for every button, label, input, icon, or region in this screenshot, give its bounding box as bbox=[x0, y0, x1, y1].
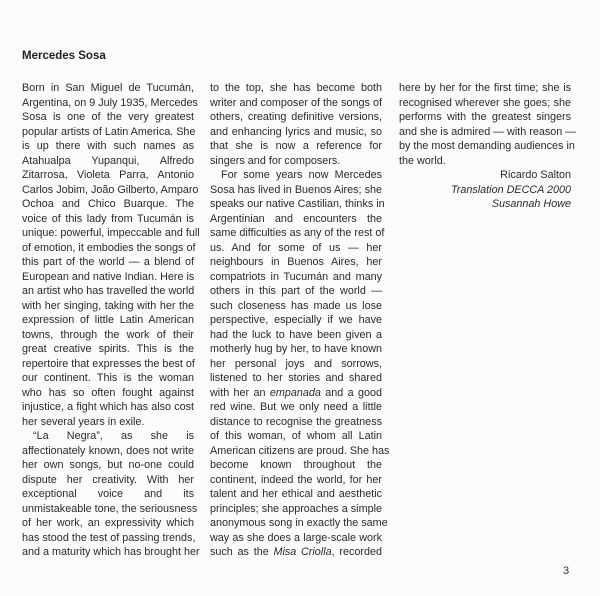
text-segment: , recorded bbox=[331, 546, 382, 558]
text-line bbox=[22, 371, 194, 386]
text-segment: her several years in exile. bbox=[22, 415, 145, 428]
text-line bbox=[210, 342, 382, 357]
text-segment: with her singing, taking with her the bbox=[22, 299, 194, 312]
text-line bbox=[210, 284, 382, 299]
text-line bbox=[22, 125, 194, 140]
italic-text: empanada bbox=[269, 386, 321, 399]
text-line bbox=[210, 516, 388, 531]
text-line bbox=[22, 241, 194, 256]
text-segment: exceptional voice and its bbox=[22, 488, 194, 500]
text-line bbox=[210, 429, 382, 444]
text-line bbox=[22, 168, 194, 183]
text-segment: repertoire that expresses the best of bbox=[22, 357, 195, 370]
text-line bbox=[210, 531, 382, 546]
text-line bbox=[210, 400, 382, 415]
text-line bbox=[399, 125, 577, 140]
text-segment: this part of the world — a blend of bbox=[22, 256, 194, 268]
text-segment: speaks our native Castilian, thinks in bbox=[210, 198, 385, 210]
text-line bbox=[210, 270, 382, 285]
text-segment: Sosa is one of the very greatest bbox=[22, 111, 194, 123]
text-line bbox=[210, 183, 382, 198]
text-line bbox=[399, 96, 571, 111]
text-segment: us. And for some of us — her bbox=[210, 241, 382, 254]
text-line bbox=[210, 371, 382, 386]
text-line bbox=[210, 357, 382, 372]
text-line bbox=[210, 487, 382, 502]
text-segment: Born in San Miguel de Tucumán, bbox=[22, 82, 194, 94]
text-line bbox=[210, 458, 382, 473]
text-line bbox=[210, 197, 385, 212]
text-segment: Ricardo Salton bbox=[500, 169, 571, 181]
text-line bbox=[210, 473, 382, 488]
text-line bbox=[22, 400, 194, 415]
text-column-2 bbox=[210, 81, 390, 560]
italic-text: Susannah Howe bbox=[491, 198, 571, 210]
text-segment: talent and her ethical and aesthetic bbox=[210, 488, 382, 500]
text-line bbox=[210, 502, 382, 517]
text-line bbox=[22, 516, 194, 531]
italic-text: Misa Criolla bbox=[273, 546, 332, 558]
text-line bbox=[22, 110, 194, 125]
text-segment: singers and for composers. bbox=[210, 154, 341, 167]
text-segment: popular artists of Latin America. She bbox=[22, 125, 196, 138]
text-segment: Argentina, on 9 July 1935, Mercedes bbox=[22, 96, 198, 109]
text-segment: unmistakeable tone, the seriousness bbox=[22, 502, 198, 515]
text-segment: perspective, especially if we have bbox=[210, 314, 382, 326]
text-segment: principles; she approaches a simple bbox=[210, 502, 382, 515]
text-segment: become known throughout the bbox=[210, 459, 382, 471]
text-segment: of this woman, of whom all Latin bbox=[210, 430, 382, 442]
text-segment: dispute her creativity. With her bbox=[22, 473, 194, 486]
text-line bbox=[210, 168, 382, 183]
text-segment: For some years now Mercedes bbox=[221, 169, 382, 181]
text-line bbox=[22, 270, 194, 285]
text-segment: others, creating definitive versions, bbox=[210, 111, 382, 123]
text-line bbox=[22, 545, 200, 560]
text-line bbox=[399, 110, 571, 125]
text-segment: with her an bbox=[210, 386, 270, 399]
text-segment: the world. bbox=[399, 154, 446, 167]
text-line bbox=[210, 386, 382, 401]
text-line bbox=[210, 226, 385, 241]
text-line bbox=[22, 473, 194, 488]
text-segment: her personal joys and sorrows, bbox=[210, 357, 382, 370]
text-segment: has stood the test of passing trends, bbox=[22, 531, 196, 544]
text-segment: Argentinian and encounters the bbox=[210, 212, 382, 225]
text-line bbox=[22, 531, 194, 546]
text-line bbox=[22, 313, 194, 328]
text-segment: Carlos Jobim, João Gilberto, Amparo bbox=[22, 183, 199, 196]
text-line bbox=[210, 545, 382, 560]
text-line bbox=[210, 415, 382, 430]
text-line bbox=[22, 328, 194, 343]
text-segment: and enhancing lyrics and music, so bbox=[210, 125, 382, 138]
text-line bbox=[210, 125, 382, 140]
page-number: 3 bbox=[563, 565, 570, 577]
text-segment: motherly hug by her, to have known bbox=[210, 343, 382, 355]
text-line bbox=[210, 139, 382, 154]
text-segment: anonymous song in exactly the same bbox=[210, 517, 388, 529]
text-segment: such closeness has made us lose bbox=[210, 299, 382, 312]
text-segment: European and native Indian. Here is bbox=[22, 270, 195, 283]
text-segment: our continent. This is the woman bbox=[22, 372, 194, 384]
text-line bbox=[22, 81, 194, 96]
text-segment: others in this part of the world — bbox=[210, 285, 382, 297]
text-segment: compatriots in Tucumán and many bbox=[210, 270, 382, 283]
text-segment: here by her for the first time; she is bbox=[399, 82, 571, 94]
text-segment: such as the bbox=[210, 546, 274, 558]
text-line bbox=[22, 357, 194, 372]
text-line bbox=[22, 284, 194, 299]
text-segment: recognised wherever she goes; she bbox=[399, 96, 571, 109]
signature-line bbox=[399, 183, 571, 198]
text-line bbox=[22, 154, 194, 169]
text-line bbox=[22, 183, 199, 198]
text-segment: distance to recognise the greatness bbox=[210, 415, 382, 428]
text-line bbox=[210, 313, 382, 328]
text-line bbox=[22, 197, 194, 212]
text-line bbox=[399, 81, 571, 96]
text-line bbox=[210, 212, 382, 227]
text-line bbox=[210, 154, 382, 169]
text-segment: had the luck to have been given a bbox=[210, 328, 382, 341]
text-segment: performs with the greatest singers bbox=[399, 111, 571, 123]
text-segment: continent, indeed the world, for her bbox=[210, 473, 382, 486]
text-segment: writer and composer of the songs of bbox=[210, 96, 382, 109]
text-line bbox=[22, 415, 194, 430]
text-segment: same difficulties as any of the rest of bbox=[210, 227, 385, 239]
text-line bbox=[399, 139, 575, 154]
text-segment: an artist who has travelled the world bbox=[22, 285, 195, 297]
text-segment: injustice, a fight which has also cost bbox=[22, 401, 194, 413]
signature-line bbox=[399, 168, 571, 183]
text-segment: and she is admired — with reason — bbox=[399, 125, 577, 138]
text-line bbox=[210, 328, 382, 343]
text-segment: expression of little Latin American bbox=[22, 314, 194, 326]
text-line bbox=[210, 255, 382, 270]
text-segment: great creative spirits. This is the bbox=[22, 343, 194, 355]
text-line bbox=[22, 458, 194, 473]
text-line bbox=[210, 299, 382, 314]
text-line bbox=[210, 110, 382, 125]
text-segment: is up there with such names as bbox=[22, 140, 194, 152]
text-line bbox=[22, 212, 194, 227]
text-segment: listened to her stories and shared bbox=[210, 372, 382, 384]
text-segment: her own songs, but no-one could bbox=[22, 459, 194, 471]
text-line bbox=[22, 502, 198, 517]
text-line bbox=[210, 81, 382, 96]
text-segment: towns, through the work of their bbox=[22, 328, 194, 341]
text-segment: that she is now a reference for bbox=[210, 140, 382, 152]
text-column-1 bbox=[22, 81, 200, 560]
text-segment: of her work, an expressivity which bbox=[22, 517, 194, 529]
text-segment: of emotion, it embodies the songs of bbox=[22, 241, 196, 254]
text-line bbox=[22, 255, 194, 270]
text-segment: American citizens are proud. She has bbox=[210, 444, 390, 457]
text-line bbox=[210, 241, 382, 256]
text-segment: Atahualpa Yupanqui, Alfredo bbox=[22, 154, 194, 167]
text-line bbox=[22, 429, 194, 444]
text-segment: to the top, she has become both bbox=[210, 82, 382, 94]
signature-line bbox=[399, 197, 571, 212]
text-segment: and a good bbox=[320, 386, 382, 399]
text-line bbox=[22, 139, 194, 154]
text-segment: voice of this lady from Tucumán is bbox=[22, 212, 194, 225]
article-heading: Mercedes Sosa bbox=[22, 50, 106, 62]
text-line bbox=[22, 386, 194, 401]
text-segment: Ochoa and Chico Buarque. The bbox=[22, 198, 194, 210]
text-segment: by the most demanding audiences in bbox=[399, 140, 575, 152]
text-line bbox=[22, 444, 194, 459]
text-segment: “La Negra”, as she is bbox=[33, 430, 194, 442]
text-segment: and a maturity which has brought her bbox=[22, 546, 200, 558]
text-line bbox=[210, 444, 390, 459]
text-segment: red wine. But we only need a little bbox=[210, 401, 382, 413]
text-line bbox=[22, 96, 198, 111]
text-segment: Sosa has lived in Buenos Aires; she bbox=[210, 183, 382, 196]
text-column-3 bbox=[399, 81, 577, 212]
text-segment: affectionately known, does not write bbox=[22, 444, 194, 457]
text-line bbox=[399, 154, 571, 169]
text-segment: way as she does a large-scale work bbox=[210, 531, 382, 544]
text-line bbox=[22, 487, 194, 502]
text-segment: Zitarrosa, Violeta Parra, Antonio bbox=[22, 169, 194, 181]
text-line bbox=[210, 96, 382, 111]
text-segment: who has so often fought against bbox=[22, 386, 194, 399]
text-line bbox=[22, 299, 194, 314]
text-line bbox=[22, 226, 200, 241]
text-line bbox=[22, 342, 194, 357]
italic-text: Translation DECCA 2000 bbox=[450, 183, 571, 196]
text-segment: neighbours in Buenos Aires, her bbox=[210, 256, 382, 268]
text-segment: unique: powerful, impeccable and full bbox=[22, 227, 200, 239]
